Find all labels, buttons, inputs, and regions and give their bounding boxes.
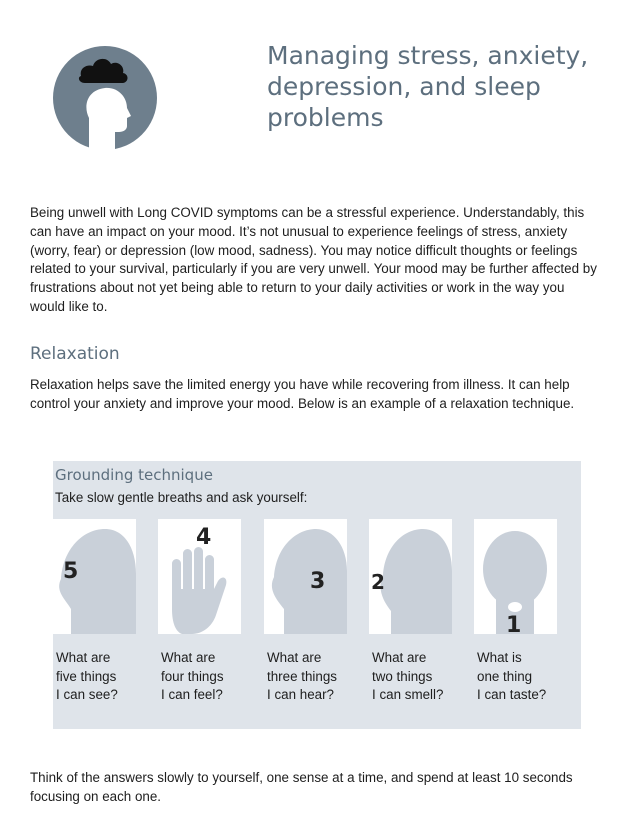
step-number: 2 <box>371 570 385 594</box>
intro-paragraph: Being unwell with Long COVID symptoms can be a stressful experience. Understandably, this can have an impact on your mood. It’s not unusual to experience feelings of stress, anxiety (worry, fear) or depression (low mood, sadness). You may notice difficult thoughts or feelings related to your survival, particularly if you are very unwell. Your mood may be further affected by frustrations about not yet being able to return to your daily activities or work in the way you would like to. <box>30 205 597 314</box>
head-with-cloud-icon <box>53 46 157 150</box>
grounding-title: Grounding technique <box>55 466 213 484</box>
sense-caption-smell: What are two things I can smell? <box>372 650 444 702</box>
closing-paragraph: Think of the answers slowly to yourself, one sense at a time, and spend at least 10 seconds focusing on each one. <box>30 770 573 804</box>
sense-tile-taste <box>474 519 557 634</box>
sense-tile-see <box>53 519 136 634</box>
sense-caption-feel: What are four things I can feel? <box>161 650 224 702</box>
grounding-technique-panel <box>53 461 581 729</box>
step-number: 3 <box>310 569 326 594</box>
sense-caption-see: What are five things I can see? <box>56 650 118 702</box>
sense-tile-smell <box>369 519 452 634</box>
relaxation-heading: Relaxation <box>30 344 120 364</box>
step-number: 5 <box>63 559 79 584</box>
page-title: Managing stress, anxiety, depression, and sleep problems <box>267 41 589 132</box>
grounding-subtitle: Take slow gentle breaths and ask yourself: <box>55 490 308 505</box>
relaxation-paragraph: Relaxation helps save the limited energy you have while recovering from illness. It can help control your anxiety and improve your mood. Below is an example of a relaxation technique. <box>30 377 575 411</box>
sense-tile-feel <box>158 519 241 634</box>
sense-tile-hear <box>264 519 347 634</box>
sense-caption-taste: What is one thing I can taste? <box>477 650 547 702</box>
sense-caption-hear: What are three things I can hear? <box>267 650 337 702</box>
step-number: 4 <box>196 525 212 550</box>
step-number: 1 <box>506 613 522 634</box>
ear-head-icon <box>264 519 347 634</box>
